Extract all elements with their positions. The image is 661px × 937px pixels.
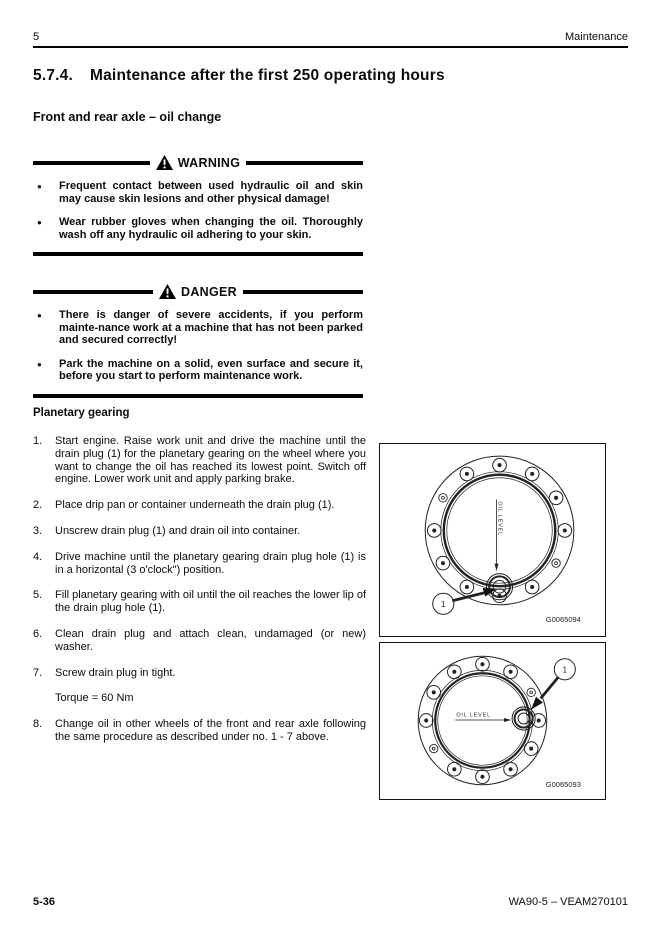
step-number: 5.	[33, 589, 43, 602]
procedure-steps	[33, 435, 366, 757]
step-item	[33, 435, 366, 486]
danger-item	[33, 309, 363, 347]
danger-list	[33, 309, 363, 383]
callout-number: 1	[441, 599, 446, 609]
callout-number: 1	[562, 665, 568, 675]
step-item	[33, 551, 366, 577]
step-text: Fill planetary gearing with oil until the oil reaches the lower lip of the drain plug hole (1).	[55, 589, 366, 615]
warning-label: WARNING	[177, 155, 241, 170]
bullet-icon: ●	[37, 218, 42, 228]
warning-rule-right	[246, 161, 363, 165]
step-item	[33, 628, 366, 654]
page-number: 5-36	[33, 896, 56, 908]
planetary-hub-illustration-side-plug	[380, 643, 605, 799]
danger-rule-right	[243, 290, 363, 294]
callout-arrow-shaft	[541, 677, 558, 698]
step-item	[33, 525, 366, 538]
warning-text: Wear rubber gloves when changing the oil. Thoroughly wash off any hydraulic oil adhering to your skin.	[59, 216, 363, 241]
callout-1-balloon	[554, 659, 575, 680]
warning-item	[33, 216, 363, 241]
step-text: Screw drain plug in tight.	[55, 666, 176, 679]
oil-level-label: OIL LEVEL	[496, 501, 503, 536]
flange-bolts	[419, 657, 545, 783]
danger-text: Park the machine on a solid, even surface and secure it, before you start to perform maintenance work.	[59, 357, 363, 383]
planetary-hub-illustration-bottom-plug	[380, 444, 605, 636]
danger-rule-bottom	[33, 394, 363, 398]
step-item	[33, 667, 366, 706]
topic-heading: Front and rear axle – oil change	[33, 110, 222, 124]
figure-drain-position	[379, 443, 606, 637]
danger-triangle-icon	[159, 284, 176, 299]
section-number: 5.7.4.	[33, 67, 73, 84]
step-text: Start engine. Raise work unit and drive the machine until the drain plug (1) for the planetary gearing on the wheel where you want to change the oil has reached its lowest point. Switch off engine. Lower work unit and apply parking brake.	[55, 435, 366, 486]
callout-1-balloon	[433, 593, 454, 614]
danger-header	[33, 284, 363, 299]
step-number: 8.	[33, 718, 43, 731]
page-header	[33, 31, 628, 48]
oil-level-label: OIL LEVEL	[456, 712, 491, 719]
step-number: 4.	[33, 550, 43, 563]
page-footer	[33, 896, 628, 908]
header-chapter-title: Maintenance	[565, 31, 628, 43]
step-item	[33, 499, 366, 512]
step-text: Place drip pan or container underneath the drain plug (1).	[55, 499, 335, 512]
figure-caption: G0065093	[545, 779, 581, 789]
warning-rule-bottom	[33, 252, 363, 256]
danger-label-group	[153, 284, 243, 299]
warning-box	[33, 155, 363, 256]
document-id: WA90-5 – VEAM270101	[508, 896, 628, 908]
drain-plug	[512, 707, 535, 730]
section-title: Maintenance after the first 250 operating hours	[90, 67, 445, 84]
step-number: 7.	[33, 666, 43, 679]
step-item	[33, 718, 366, 744]
warning-header	[33, 155, 363, 170]
warning-item	[33, 180, 363, 205]
step-text: Drive machine until the planetary gearing drain plug hole (1) is in a horizontal (3 o'clock") position.	[55, 550, 366, 576]
step-number: 6.	[33, 627, 43, 640]
step-number: 2.	[33, 499, 43, 512]
step-item	[33, 589, 366, 615]
oil-level-arrowhead-icon	[504, 718, 511, 722]
figure-fill-position	[379, 642, 606, 800]
step-text: Unscrew drain plug (1) and drain oil into container.	[55, 524, 301, 537]
figure-caption: G0065094	[545, 614, 581, 624]
warning-rule-left	[33, 161, 150, 165]
torque-note: Torque = 60 Nm	[55, 692, 134, 705]
step-text: Clean drain plug and attach clean, undamaged (or new) washer.	[55, 627, 366, 653]
danger-item	[33, 358, 363, 383]
oil-level-arrowhead-icon	[495, 564, 499, 572]
warning-label-group	[150, 155, 247, 170]
header-chapter-number: 5	[33, 31, 40, 43]
procedure-title: Planetary gearing	[33, 407, 130, 419]
section-heading	[33, 67, 445, 85]
danger-label: DANGER	[181, 284, 237, 299]
step-text: Change oil in other wheels of the front and rear axle following the same procedure as described under no. 1 - 7 above.	[55, 718, 366, 743]
warning-list	[33, 180, 363, 241]
danger-rule-left	[33, 290, 153, 294]
bullet-icon: ●	[37, 359, 42, 369]
step-number: 3.	[33, 524, 43, 537]
warning-triangle-icon	[156, 155, 173, 170]
bullet-icon: ●	[37, 182, 42, 191]
bullet-icon: ●	[37, 311, 42, 320]
step-number: 1.	[33, 435, 43, 447]
danger-box	[33, 284, 363, 398]
warning-text: Frequent contact between used hydraulic oil and skin may cause skin lesions and other physical damage!	[59, 180, 363, 205]
danger-text: There is danger of severe accidents, if you perform mainte-nance work at a machine that has not been parked and secured correctly!	[59, 309, 363, 347]
